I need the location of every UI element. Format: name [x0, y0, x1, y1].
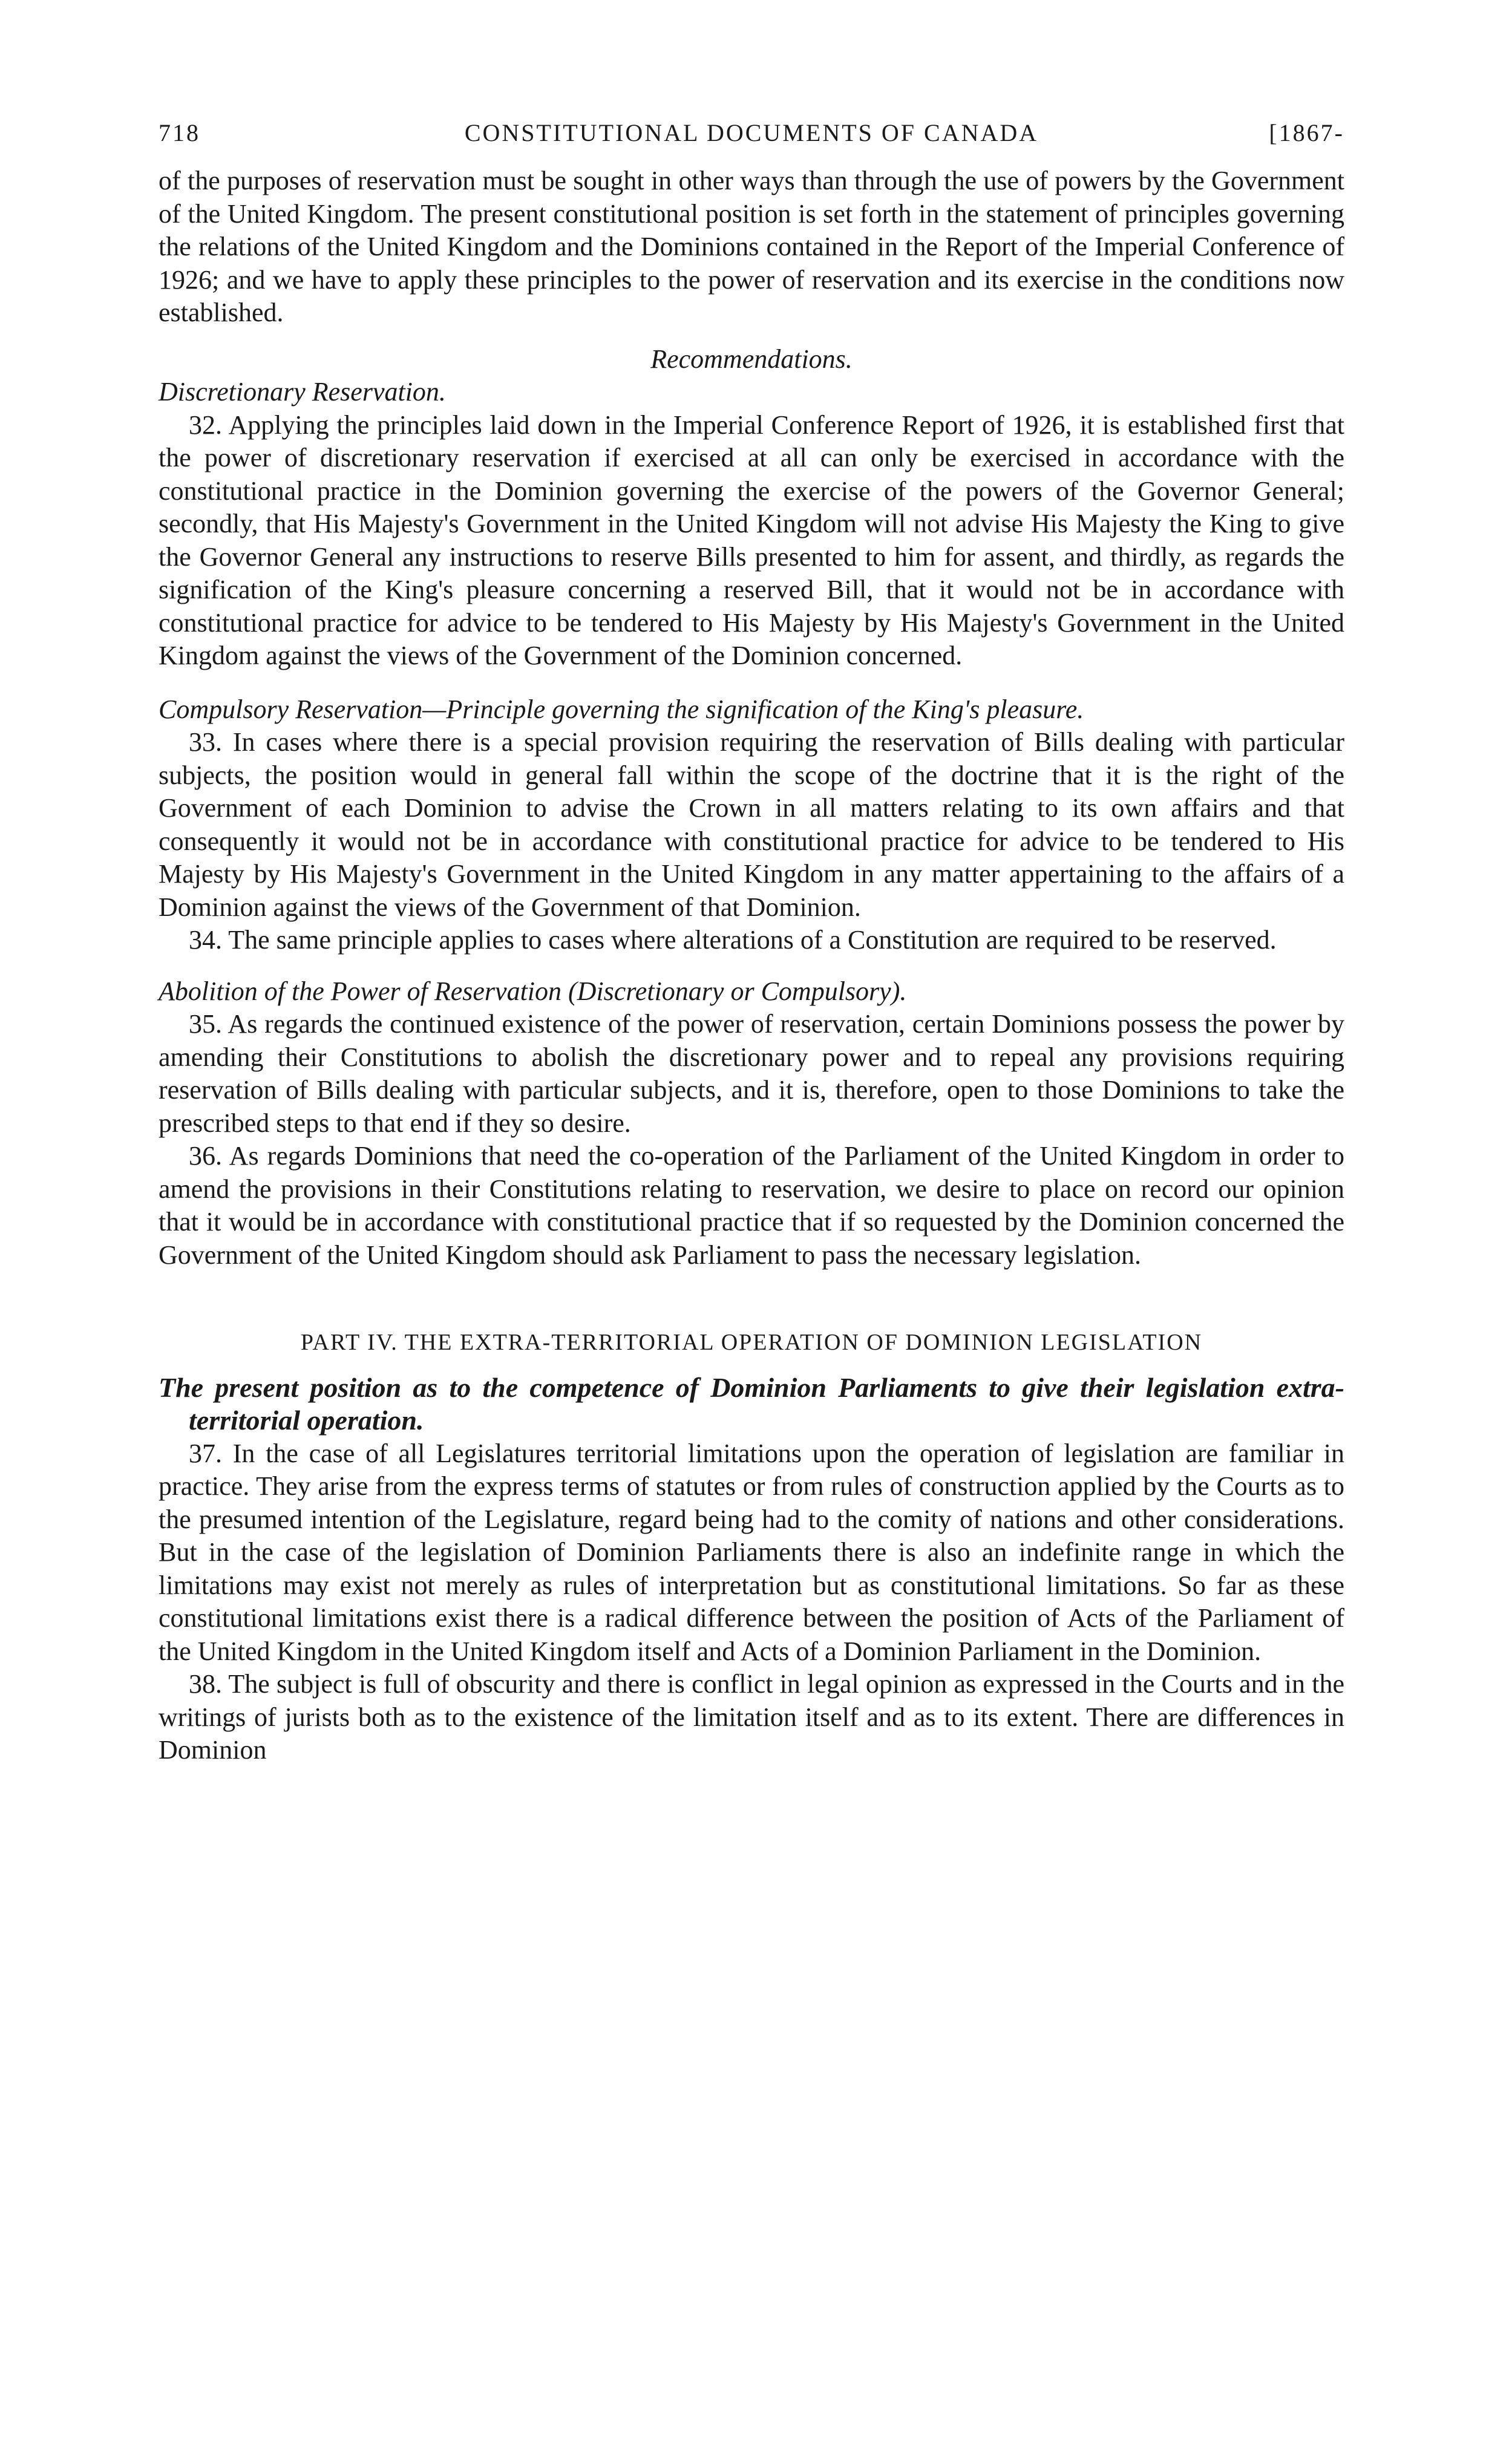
- paragraph-intro: of the purposes of reservation must be sought in other ways than through the use of powers by the Government of the United Kingdom. The present constitutional position is set forth in the statement of principles governing the relations of the United Kingdom and the Dominions contained in the Report of the Imperial Conference of 1926; and we have to apply these principles to the power of reservation and its exercise in the conditions now established.: [159, 166, 1344, 327]
- running-title: CONSTITUTIONAL DOCUMENTS OF CANADA: [464, 119, 1039, 146]
- paragraph-32: 32. Applying the principles laid down in the Imperial Conference Report of 1926, it is established first that the power of discretionary reservation if exercised at all can only be exercised in accordance with the constitutional practice in the Dominion governing the exercise of the powers of the Governor General; secondly, that His Majesty's Government in the United Kingdom will not advise His Majesty the King to give the Governor General any instructions to reserve Bills presented to him for assent, and thirdly, as regards the signification of the King's pleasure concerning a reserved Bill, that it would not be in accordance with constitutional practice for advice to be tendered to His Majesty by His Majesty's Government in the United Kingdom against the views of the Government of the Dominion concerned.: [159, 410, 1344, 670]
- paragraph-33: 33. In cases where there is a special provision requiring the reservation of Bills dealing with particular subjects, the position would in general fall within the scope of the doctrine that it is the right of the Government of each Dominion to advise the Crown in all matters relating to its own affairs and that consequently it would not be in accordance with constitutional practice for advice to be tendered to His Majesty by His Majesty's Government in the United Kingdom in any matter appertaining to the affairs of a Dominion against the views of the Government of that Dominion.: [159, 727, 1344, 922]
- heading-compulsory-reservation: Compulsory Reservation—Principle governing the signification of the King's pleasure.: [159, 694, 1084, 724]
- heading-recommendations: Recommendations.: [650, 344, 853, 374]
- heading-abolition-of-reservation: Abolition of the Power of Reservation (Discretionary or Compulsory).: [159, 976, 907, 1006]
- paragraph-38: 38. The subject is full of obscurity and there is conflict in legal opinion as expressed in the Courts and in the writings of jurists both as to the existence of the limitation itself and as to its extent. There are differences in Dominion: [159, 1669, 1344, 1765]
- paragraph-37: 37. In the case of all Legislatures territorial limitations upon the operation of legislation are familiar in practice. They arise from the express terms of statutes or from rules of construction applied by the Courts as to the presumed intention of the Legislature, regard being had to the comity of nations and other considerations. But in the case of the legislation of Dominion Parliaments there is also an indefinite range in which the limitations may exist not merely as rules of interpretation but as constitutional limitations. So far as these constitutional limitations exist there is a radical difference between the position of Acts of the Parliament of the United Kingdom in the United Kingdom itself and Acts of a Dominion Parliament in the Dominion.: [159, 1438, 1344, 1666]
- heading-discretionary-reservation: Discretionary Reservation.: [159, 377, 446, 407]
- paragraph-34: 34. The same principle applies to cases where alterations of a Constitution are required to be reserved.: [189, 925, 1277, 955]
- document-page: [159, 115, 1344, 1767]
- page-number: 718: [159, 119, 200, 146]
- paragraph-36: 36. As regards Dominions that need the co-operation of the Parliament of the United Kingdom in order to amend the provisions in their Constitutions relating to reservation, we desire to place on record our opinion that it would be in accordance with constitutional practice that if so requested by the Dominion concerned the Government of the United Kingdom should ask Parliament to pass the necessary legislation.: [159, 1141, 1344, 1270]
- heading-present-position: The present position as to the competence of Dominion Parliaments to give their legislation extra-territorial operation.: [159, 1371, 1344, 1436]
- part-iv-heading: PART IV. THE EXTRA-TERRITORIAL OPERATION OF DOMINION LEGISLATION: [300, 1330, 1203, 1355]
- paragraph-35: 35. As regards the continued existence of the power of reservation, certain Dominions possess the power by amending their Constitutions to abolish the discretionary power and to repeal any provisions requiring reservation of Bills dealing with particular subjects, and it is, therefore, open to those Dominions to take the prescribed steps to that end if they so desire.: [159, 1009, 1344, 1138]
- running-head: [159, 115, 1344, 151]
- running-date-range: [1867-: [1269, 119, 1344, 146]
